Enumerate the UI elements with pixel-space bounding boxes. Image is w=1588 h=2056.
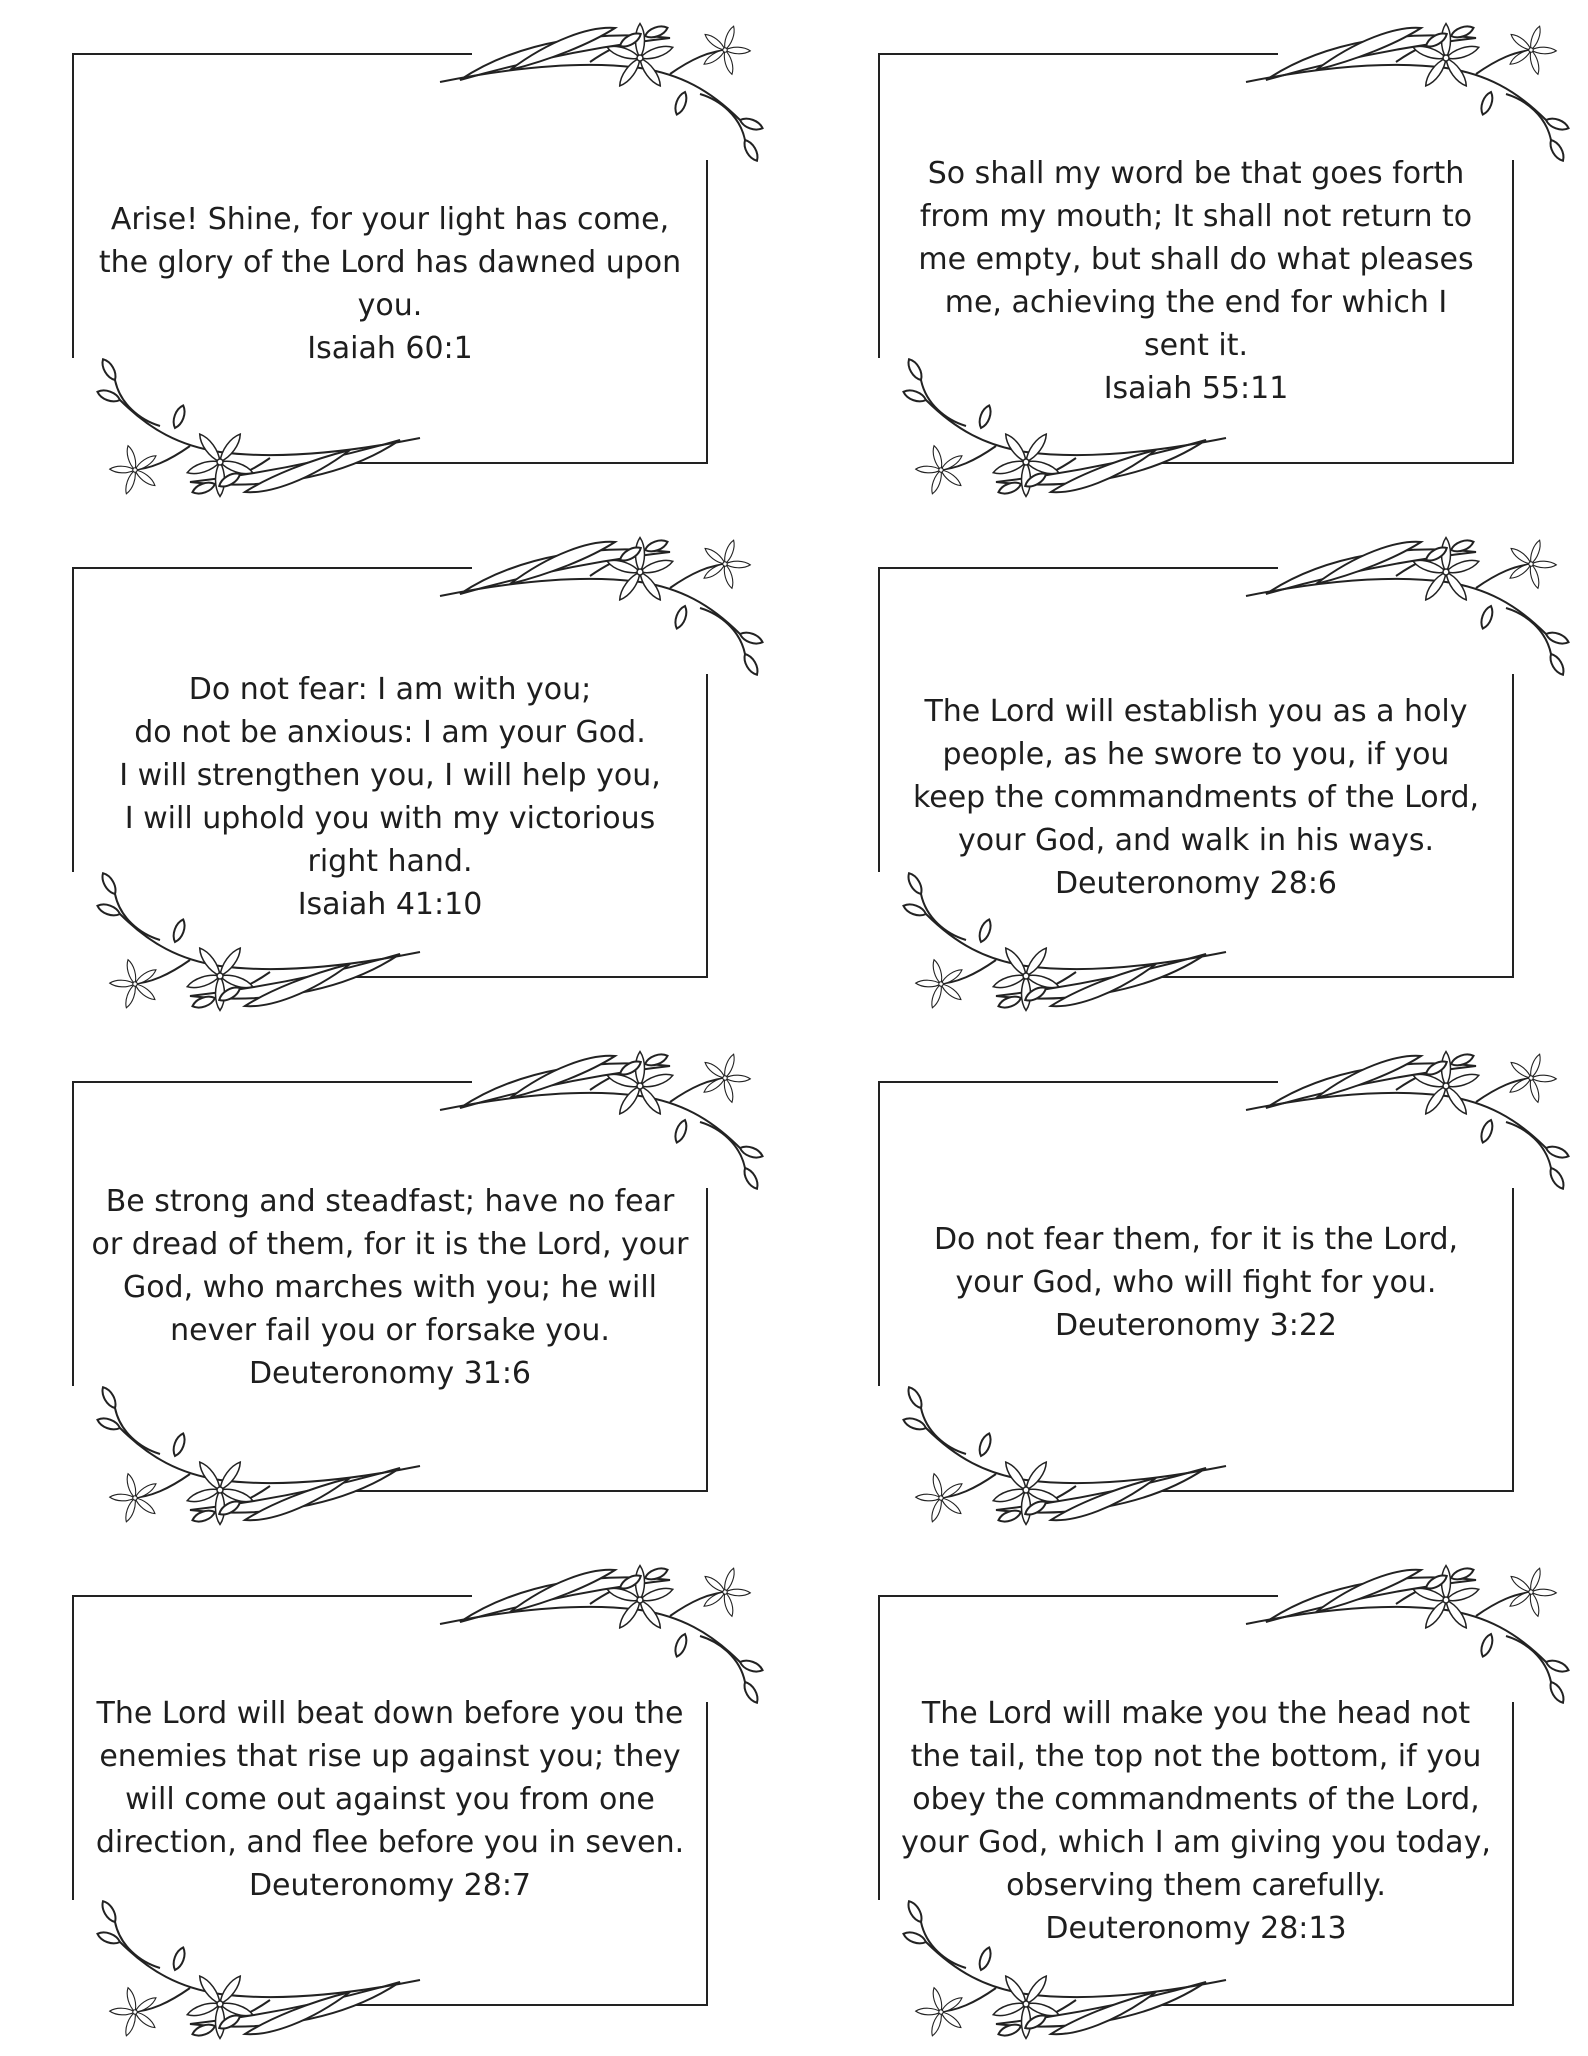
verse-line: obey the commandments of the Lord, [912,1782,1480,1817]
verse-line: enemies that rise up against you; they [99,1739,681,1774]
verse-card [0,1028,796,1542]
frame-top-line [878,1595,1278,1597]
verse-line: your God, who will fight for you. [955,1265,1437,1300]
verse-line: Do not fear them, for it is the Lord, [933,1222,1459,1257]
frame-top-line [878,53,1278,55]
verse-card [806,514,1588,1028]
frame-top-line [72,1595,472,1597]
verse-line: sent it. [1143,328,1249,363]
frame-top-line [878,1081,1278,1083]
frame-top-line [72,53,472,55]
verse-reference: Deuteronomy 28:13 [1045,1911,1347,1946]
verse-text [878,690,1514,905]
verse-reference: Deuteronomy 31:6 [248,1356,532,1391]
verse-card [806,0,1588,514]
verse-line: Arise! Shine, for your light has come, [110,202,670,237]
floral-branch-icon [440,0,780,180]
verse-line: will come out against you from one [125,1782,655,1817]
verse-text [878,1218,1514,1347]
verse-text [72,1180,708,1395]
verse-line: from my mouth; It shall not return to [919,199,1473,234]
verse-line: So shall my word be that goes forth [927,156,1465,191]
verse-line: you. [357,288,423,323]
verse-card [0,0,796,514]
floral-branch-icon [440,514,780,694]
verse-line: God, who marches with you; he will [122,1270,658,1305]
verse-text [72,668,708,926]
verse-card [806,1028,1588,1542]
floral-branch-icon [806,1358,1226,1538]
verse-card [0,514,796,1028]
verse-line: your God, and walk in his ways. [957,823,1435,858]
verse-line: me empty, but shall do what pleases [918,242,1474,277]
verse-line: the glory of the Lord has dawned upon [98,245,682,280]
frame-top-line [72,567,472,569]
verse-line: never fail you or forsake you. [170,1313,610,1348]
verse-line: I will uphold you with my victorious [124,801,656,836]
verse-line: people, as he swore to you, if you [942,737,1450,772]
verse-line: direction, and flee before you in seven. [95,1825,685,1860]
verse-line: keep the commandments of the Lord, [912,780,1480,815]
verse-reference: Isaiah 41:10 [297,887,483,922]
floral-branch-icon [1246,1028,1586,1208]
verse-reference: Isaiah 55:11 [1103,371,1289,406]
verse-line: the tail, the top not the bottom, if you [910,1739,1482,1774]
verse-line: Do not fear: I am with you; [188,672,592,707]
verse-card [0,1542,796,2056]
verse-line: me, achieving the end for which I [944,285,1448,320]
verse-reference: Deuteronomy 28:6 [1054,866,1338,901]
verse-text [72,1692,708,1907]
verse-line: do not be anxious: I am your God. [134,715,646,750]
verse-line: or dread of them, for it is the Lord, your [91,1227,689,1262]
verse-line: The Lord will beat down before you the [96,1696,684,1731]
verse-reference: Deuteronomy 28:7 [248,1868,532,1903]
verse-line: observing them carefully. [1006,1868,1386,1903]
verse-reference: Isaiah 60:1 [307,331,473,366]
verse-line: your God, which I am giving you today, [901,1825,1491,1860]
frame-top-line [72,1081,472,1083]
verse-line: The Lord will make you the head not [921,1696,1471,1731]
verse-reference: Deuteronomy 3:22 [1054,1308,1338,1343]
verse-line: right hand. [307,844,473,879]
verse-text [878,152,1514,410]
verse-text [72,198,708,370]
verse-line: I will strengthen you, I will help you, [119,758,661,793]
verse-line: The Lord will establish you as a holy [924,694,1468,729]
verse-card [806,1542,1588,2056]
floral-branch-icon [1246,514,1586,694]
frame-top-line [878,567,1278,569]
verse-line: Be strong and steadfast; have no fear [105,1184,675,1219]
verse-text [878,1692,1514,1950]
